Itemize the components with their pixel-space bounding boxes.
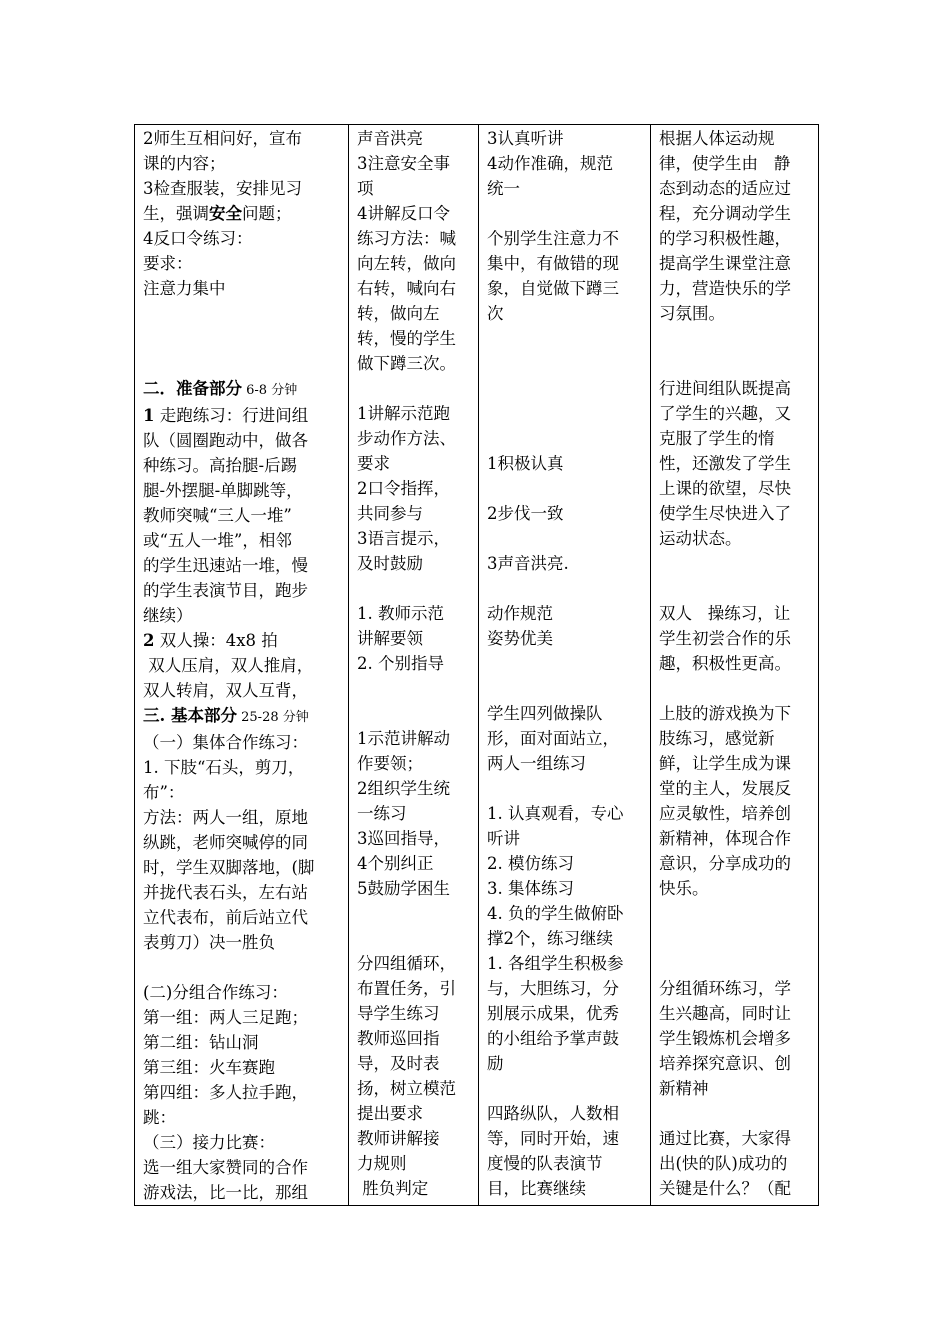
text-line — [357, 701, 470, 726]
line-text: 并拢代表石头，左右站 — [143, 883, 308, 902]
text-line: 2. 个别指导 — [357, 654, 444, 673]
bold-text: 二．准备部分 — [143, 379, 242, 398]
text-line — [143, 1080, 340, 1105]
text-line — [143, 930, 340, 955]
text-line — [659, 1101, 810, 1126]
text-line: 等，同时开始，速 — [487, 1129, 619, 1148]
text-line: 了学生的兴趣，又 — [659, 404, 791, 423]
line-text: （一）集体合作练习： — [143, 733, 308, 752]
text-line — [143, 403, 340, 428]
text-line: 堂的主人，发展反 — [659, 779, 791, 798]
line-text: 第四组：多人拉手跑， — [143, 1083, 308, 1102]
text-line: 1示范讲解动 — [357, 729, 450, 748]
text-line — [143, 955, 340, 980]
text-line — [487, 351, 642, 376]
text-line: 上肢的游戏换为下 — [659, 704, 791, 723]
text-line — [487, 1076, 642, 1101]
text-line: 3注意安全事 — [357, 154, 450, 173]
text-line — [659, 901, 810, 926]
line-text: 跳： — [143, 1108, 176, 1127]
text-line — [487, 426, 642, 451]
line-text: 时，学生双脚落地，(脚 — [143, 858, 315, 877]
text-line — [143, 1055, 340, 1080]
line-text: 1. 下肢“石头，剪刀， — [143, 758, 305, 777]
text-line — [143, 376, 340, 403]
text-line — [143, 553, 340, 578]
text-line: 2步伐一致 — [487, 504, 564, 523]
text-line: 布置任务，引 — [357, 979, 456, 998]
text-line — [659, 551, 810, 576]
line-text: 布”： — [143, 783, 185, 802]
text-line: 3巡回指导， — [357, 829, 450, 848]
text-line — [143, 276, 340, 301]
line-text: 纵跳，老师突喊停的同 — [143, 833, 308, 852]
line-text: 双人转肩，双人互背， — [143, 681, 308, 700]
text-line — [143, 1030, 340, 1055]
text-line: 要求 — [357, 454, 390, 473]
text-line: 听讲 — [487, 829, 520, 848]
text-line — [357, 901, 470, 926]
text-line: 应灵敏性，培养创 — [659, 804, 791, 823]
text-line: 4. 负的学生做俯卧 — [487, 904, 624, 923]
text-line — [143, 628, 340, 653]
text-line: 讲解要领 — [357, 629, 423, 648]
text-line: 共同参与 — [357, 504, 423, 523]
text-line — [357, 926, 470, 951]
line-text: (二)分组合作练习： — [143, 983, 288, 1002]
text-line: 向左转，做向 — [357, 254, 456, 273]
text-line — [143, 1155, 340, 1180]
line-text: 表剪刀）决一胜负 — [143, 933, 275, 952]
text-line: 右转，喊向右 — [357, 279, 456, 298]
text-line — [143, 428, 340, 453]
line-text: 的学生表演节目，跑步 — [143, 581, 308, 600]
text-line — [143, 251, 340, 276]
text-line — [143, 980, 340, 1005]
text-line: 上课的欲望，尽快 — [659, 479, 791, 498]
text-line: 律，使学生由 静 — [659, 154, 791, 173]
text-line: 别展示成果，优秀 — [487, 1004, 619, 1023]
text-line: 关键是什么？（配 — [659, 1179, 791, 1198]
text-line — [143, 755, 340, 780]
bold-text: 1 — [143, 406, 155, 425]
text-line: 象，自觉做下蹲三 — [487, 279, 619, 298]
text-line: 项 — [357, 179, 374, 198]
text-line — [487, 326, 642, 351]
text-line: 一练习 — [357, 804, 407, 823]
text-line: 分四组循环， — [357, 954, 456, 973]
text-line — [143, 176, 340, 201]
text-line — [659, 326, 810, 351]
text-line — [143, 1180, 340, 1205]
text-line: 提高学生课堂注意 — [659, 254, 791, 273]
line-text: 腿-外摆腿-单脚跳等， — [143, 481, 303, 500]
text-line — [143, 453, 340, 478]
text-line — [143, 578, 340, 603]
line-text: 要求： — [143, 254, 193, 273]
line-text: 走跑练习：行进间组 — [154, 406, 309, 425]
text-line: 新精神 — [659, 1079, 709, 1098]
text-line — [143, 503, 340, 528]
duration-text: 6-8 分钟 — [242, 383, 298, 398]
table-row — [135, 125, 819, 1206]
text-line: 通过比赛，大家得 — [659, 1129, 791, 1148]
text-line: 肢练习，感觉新 — [659, 729, 775, 748]
text-line: 习氛围。 — [659, 304, 725, 323]
text-line: 的学习积极性趣， — [659, 229, 791, 248]
line-text: 队（圆圈跑动中，做各 — [143, 431, 308, 450]
text-line: 运动状态。 — [659, 529, 742, 548]
text-line: 次 — [487, 304, 504, 323]
text-line — [487, 376, 642, 401]
text-line: 转，慢的学生 — [357, 329, 456, 348]
text-line: 分组循环练习，学 — [659, 979, 791, 998]
text-line: 统一 — [487, 179, 520, 198]
teaching-content-cell — [135, 125, 349, 1206]
text-line: 提出要求 — [357, 1104, 423, 1123]
line-text: 2师生互相问好，宣布 — [143, 129, 302, 148]
student-activity-cell — [479, 125, 651, 1206]
line-text: 3检查服装，安排见习 — [143, 179, 302, 198]
text-line — [143, 653, 340, 678]
line-text: 种练习。高抬腿-后踢 — [143, 456, 298, 475]
text-line — [487, 776, 642, 801]
text-line: 克服了学生的惰 — [659, 429, 775, 448]
text-line: 学生初尝合作的乐 — [659, 629, 791, 648]
text-line: 程，充分调动学生 — [659, 204, 791, 223]
text-line: 4个别纠正 — [357, 854, 434, 873]
text-line — [487, 201, 642, 226]
text-line: 2口令指挥， — [357, 479, 450, 498]
text-line — [487, 576, 642, 601]
line-text: 选一组大家赞同的合作 — [143, 1158, 308, 1177]
line-text: 双人压肩，双人推肩， — [143, 656, 314, 675]
text-line: 教师巡回指 — [357, 1029, 440, 1048]
line-text: 方法：两人一组，原地 — [143, 808, 308, 827]
text-line: 2. 模仿练习 — [487, 854, 574, 873]
line-text: 游戏法，比一比，那组 — [143, 1183, 308, 1202]
lesson-plan-table — [134, 124, 819, 1206]
line-text: 立代表布，前后站立代 — [143, 908, 308, 927]
text-line: 学生锻炼机会增多 — [659, 1029, 791, 1048]
text-line — [143, 478, 340, 503]
text-line — [143, 1105, 340, 1130]
text-line — [357, 376, 470, 401]
design-intent-cell — [651, 125, 819, 1206]
text-line: 及时鼓励 — [357, 554, 423, 573]
text-line — [143, 830, 340, 855]
line-text: （三）接力比赛： — [143, 1133, 275, 1152]
line-text: 问题； — [242, 204, 292, 223]
line-text: 第三组：火车赛跑 — [143, 1058, 275, 1077]
text-line: 趣，积极性更高。 — [659, 654, 791, 673]
text-line: 目，比赛继续 — [487, 1179, 586, 1198]
text-line — [143, 855, 340, 880]
line-text: 4反口令练习： — [143, 229, 253, 248]
text-line: 1积极认真 — [487, 454, 564, 473]
teacher-activity-cell — [349, 125, 479, 1206]
text-line — [143, 151, 340, 176]
text-line: 4讲解反口令 — [357, 204, 450, 223]
line-text: 注意力集中 — [143, 279, 226, 298]
duration-text: 25-28 分钟 — [237, 710, 309, 725]
text-line — [487, 526, 642, 551]
text-line — [143, 126, 340, 151]
text-line — [143, 603, 340, 628]
text-line — [659, 351, 810, 376]
text-line: 3. 集体练习 — [487, 879, 574, 898]
text-line: 培养探究意识、创 — [659, 1054, 791, 1073]
text-line — [143, 678, 340, 703]
text-line: 两人一组练习 — [487, 754, 586, 773]
line-text: 生，强调 — [143, 204, 209, 223]
text-line: 5鼓励学困生 — [357, 879, 450, 898]
text-line: 四路纵队，人数相 — [487, 1104, 619, 1123]
text-line: 生兴趣高，同时让 — [659, 1004, 791, 1023]
text-line — [357, 576, 470, 601]
text-line — [143, 528, 340, 553]
text-line — [143, 905, 340, 930]
text-line: 作要领； — [357, 754, 423, 773]
bold-text: 2 — [143, 631, 155, 650]
text-line: 使学生尽快进入了 — [659, 504, 791, 523]
text-line: 的小组给予掌声鼓 — [487, 1029, 619, 1048]
text-line: 1讲解示范跑 — [357, 404, 450, 423]
line-text: 课的内容； — [143, 154, 226, 173]
text-line — [143, 1005, 340, 1030]
text-line: 教师讲解接 — [357, 1129, 440, 1148]
text-line: 声音洪亮 — [357, 129, 423, 148]
text-line: 形，面对面站立， — [487, 729, 619, 748]
text-line — [143, 1130, 340, 1155]
text-line: 励 — [487, 1054, 504, 1073]
text-line — [143, 780, 340, 805]
bold-text: 安全 — [209, 204, 242, 223]
text-line — [487, 476, 642, 501]
text-line: 4动作准确，规范 — [487, 154, 613, 173]
text-line: 双人 操练习，让 — [659, 604, 791, 623]
text-line: 3认真听讲 — [487, 129, 564, 148]
text-line: 1. 各组学生积极参 — [487, 954, 624, 973]
bold-text: 三. 基本部分 — [143, 706, 237, 725]
text-line — [659, 926, 810, 951]
text-line — [143, 226, 340, 251]
text-line: 导，及时表 — [357, 1054, 440, 1073]
line-text: 第一组：两人三足跑； — [143, 1008, 308, 1027]
text-line: 出(快的队)成功的 — [659, 1154, 788, 1173]
text-line: 学生四列做操队 — [487, 704, 603, 723]
text-line: 2组织学生统 — [357, 779, 450, 798]
line-text: 的学生迅速站一堆，慢 — [143, 556, 308, 575]
line-text: 双人操：4x8 拍 — [154, 631, 278, 650]
text-line: 做下蹲三次。 — [357, 354, 456, 373]
text-line: 与，大胆练习，分 — [487, 979, 619, 998]
text-line: 扬，树立模范 — [357, 1079, 456, 1098]
text-line — [143, 880, 340, 905]
text-line: 意识，分享成功的 — [659, 854, 791, 873]
text-line: 胜负判定 — [357, 1179, 429, 1198]
text-line: 转，做向左 — [357, 304, 440, 323]
line-text: 教师突喊“三人一堆” — [143, 506, 292, 525]
text-line — [659, 951, 810, 976]
text-line: 练习方法：喊 — [357, 229, 456, 248]
text-line — [143, 201, 340, 226]
text-line: 个别学生注意力不 — [487, 229, 619, 248]
text-line: 行进间组队既提高 — [659, 379, 791, 398]
text-line: 动作规范 — [487, 604, 553, 623]
text-line: 力规则 — [357, 1154, 407, 1173]
text-line: 姿势优美 — [487, 629, 553, 648]
text-line: 快乐。 — [659, 879, 709, 898]
text-line — [659, 676, 810, 701]
text-line — [659, 576, 810, 601]
text-line: 性，还激发了学生 — [659, 454, 791, 473]
text-line — [357, 676, 470, 701]
text-line: 新精神，体现合作 — [659, 829, 791, 848]
text-line: 态到动态的适应过 — [659, 179, 791, 198]
text-line — [143, 326, 340, 351]
text-line: 根据人体运动规 — [659, 129, 775, 148]
text-line: 1. 教师示范 — [357, 604, 444, 623]
text-line — [143, 805, 340, 830]
text-line: 3语言提示， — [357, 529, 450, 548]
text-line: 集中，有做错的现 — [487, 254, 619, 273]
text-line: 3声音洪亮. — [487, 554, 569, 573]
text-line: 步动作方法、 — [357, 429, 456, 448]
text-line — [487, 401, 642, 426]
text-line — [487, 651, 642, 676]
text-line — [487, 676, 642, 701]
text-line — [143, 351, 340, 376]
text-line: 鲜，让学生成为课 — [659, 754, 791, 773]
text-line: 1. 认真观看，专心 — [487, 804, 624, 823]
text-line: 度慢的队表演节 — [487, 1154, 603, 1173]
line-text: 继续） — [143, 606, 193, 625]
text-line: 导学生练习 — [357, 1004, 440, 1023]
text-line: 撑2个，练习继续 — [487, 929, 613, 948]
line-text: 第二组：钻山洞 — [143, 1033, 259, 1052]
line-text: 或“五人一堆”，相邻 — [143, 531, 292, 550]
text-line: 力，营造快乐的学 — [659, 279, 791, 298]
text-line — [143, 730, 340, 755]
text-line — [143, 703, 340, 730]
text-line — [143, 301, 340, 326]
